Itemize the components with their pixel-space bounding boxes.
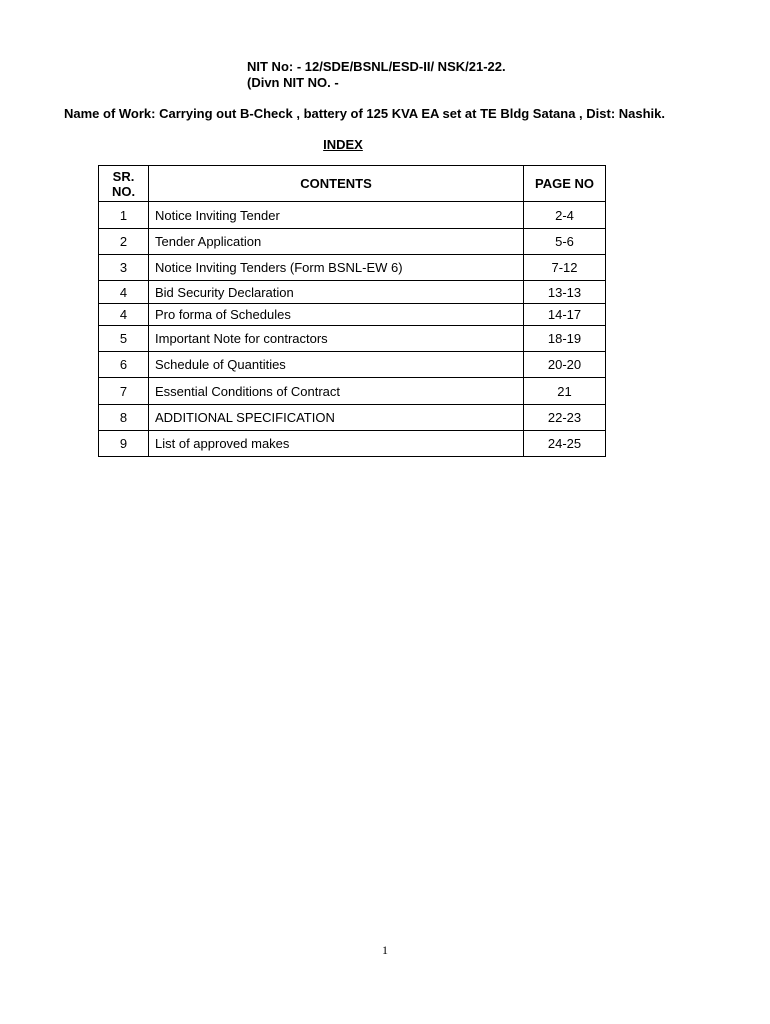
sr-cell: 8 xyxy=(99,405,149,431)
sr-cell: 4 xyxy=(99,304,149,326)
table-row xyxy=(99,405,606,431)
contents-cell: Pro forma of Schedules xyxy=(149,304,524,326)
divn-nit-number: (Divn NIT NO. - xyxy=(247,75,339,90)
contents-cell: Notice Inviting Tender xyxy=(149,202,524,229)
page-cell: 2-4 xyxy=(524,202,606,229)
table-row xyxy=(99,352,606,378)
sr-header-line-2: NO. xyxy=(111,183,136,199)
table-row xyxy=(99,281,606,304)
index-heading: INDEX xyxy=(323,137,363,152)
contents-cell: Essential Conditions of Contract xyxy=(149,378,524,405)
sr-no-header xyxy=(99,166,149,202)
contents-cell: ADDITIONAL SPECIFICATION xyxy=(149,405,524,431)
page-cell: 7-12 xyxy=(524,255,606,281)
page-cell: 24-25 xyxy=(524,431,606,457)
contents-cell: Important Note for contractors xyxy=(149,326,524,352)
table-row xyxy=(99,304,606,326)
table-row xyxy=(99,255,606,281)
page-cell: 20-20 xyxy=(524,352,606,378)
contents-cell: Notice Inviting Tenders (Form BSNL-EW 6) xyxy=(149,255,524,281)
page-cell: 21 xyxy=(524,378,606,405)
table-header-row xyxy=(99,166,606,202)
contents-cell: List of approved makes xyxy=(149,431,524,457)
sr-cell: 6 xyxy=(99,352,149,378)
contents-header: CONTENTS xyxy=(149,166,524,202)
contents-cell: Schedule of Quantities xyxy=(149,352,524,378)
sr-cell: 7 xyxy=(99,378,149,405)
index-table xyxy=(98,165,606,457)
table-row xyxy=(99,378,606,405)
page-cell: 14-17 xyxy=(524,304,606,326)
sr-cell: 4 xyxy=(99,281,149,304)
table-row xyxy=(99,202,606,229)
name-of-work: Name of Work: Carrying out B-Check , battery of 125 KVA EA set at TE Bldg Satana , Dist: Nashik. xyxy=(64,106,666,121)
table-row xyxy=(99,326,606,352)
page-cell: 13-13 xyxy=(524,281,606,304)
sr-header-line-1: SR. xyxy=(112,168,135,184)
page-cell: 18-19 xyxy=(524,326,606,352)
page-cell: 5-6 xyxy=(524,229,606,255)
page-no-header: PAGE NO xyxy=(524,166,606,202)
nit-number: NIT No: - 12/SDE/BSNL/ESD-II/ NSK/21-22. xyxy=(247,59,506,74)
table-row xyxy=(99,229,606,255)
sr-cell: 2 xyxy=(99,229,149,255)
page-number: 1 xyxy=(382,943,388,957)
table-row xyxy=(99,431,606,457)
sr-cell: 3 xyxy=(99,255,149,281)
page-cell: 22-23 xyxy=(524,405,606,431)
sr-cell: 9 xyxy=(99,431,149,457)
contents-cell: Tender Application xyxy=(149,229,524,255)
contents-cell: Bid Security Declaration xyxy=(149,281,524,304)
sr-cell: 1 xyxy=(99,202,149,229)
sr-cell: 5 xyxy=(99,326,149,352)
